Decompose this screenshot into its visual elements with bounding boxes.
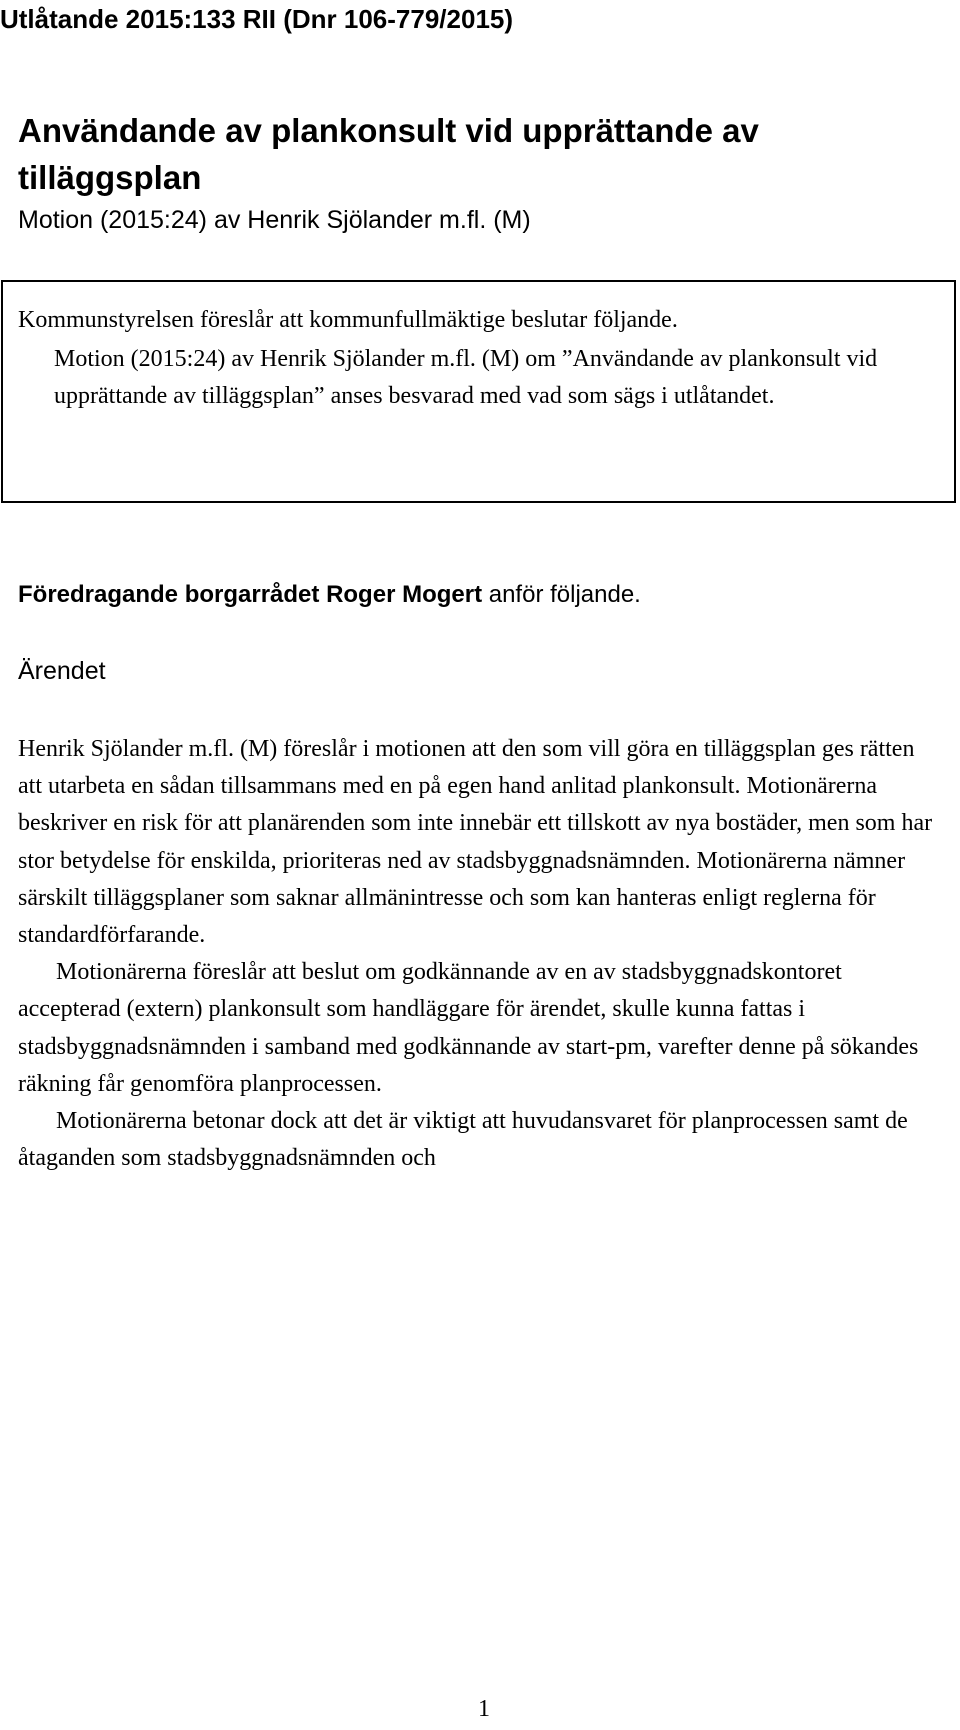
body-paragraph: Motionärerna betonar dock att det är viktigt att huvudansvaret för planprocessen samt de åtaganden som stadsbyggnadsnämnden och (18, 1108, 908, 1172)
proposal-text: Motion (2015:24) av Henrik Sjölander m.fl. (M) om ”Användande av plankonsult vid upprättande av tilläggsplan” anses besvarad med vad som sägs i utlåtandet. (54, 346, 878, 409)
section-body (18, 731, 943, 1177)
body-paragraph: Henrik Sjölander m.fl. (M) föreslår i motionen att den som vill göra en tilläggsplan ges rätten att utarbeta en sådan tillsammans med en på egen hand anlitad plankonsult. Motionärerna beskriver en risk för att planärenden som inte innebär ett tillskott av nya bostäder, men som har stor betydelse för enskilda, prioriteras ned av stadsbyggnadsnämnden. Motionärerna nämner särskilt tilläggsplaner som saknar allmänintresse och som kan hanteras enligt reglerna för standardförfarande. (18, 736, 933, 949)
document-reference: Utlåtande 2015:133 RII (Dnr 106-779/2015) (0, 4, 514, 34)
document-title: Användande av plankonsult vid upprättande av tilläggsplan (18, 112, 759, 196)
body-paragraph: Motionärerna föreslår att beslut om godkännande av en av stadsbyggnadskontoret accepterad (extern) plankonsult som handläggare för ärendet, skulle kunna fattas i stadsbyggnadsnämnden i samband med godkännande av start-pm, varefter denne på sökandes räkning får genomföra planprocessen. (18, 959, 919, 1097)
presenter-name: Föredragande borgarrådet Roger Mogert (18, 581, 483, 608)
proposal-intro: Kommunstyrelsen föreslår att kommunfullmäktige beslutar följande. (18, 307, 678, 333)
page-number: 1 (478, 1696, 490, 1722)
presenter-rest: anför följande. (482, 581, 641, 608)
section-heading: Ärendet (18, 657, 106, 685)
document-subtitle: Motion (2015:24) av Henrik Sjölander m.fl. (M) (18, 206, 531, 234)
presenter-line (18, 578, 641, 612)
